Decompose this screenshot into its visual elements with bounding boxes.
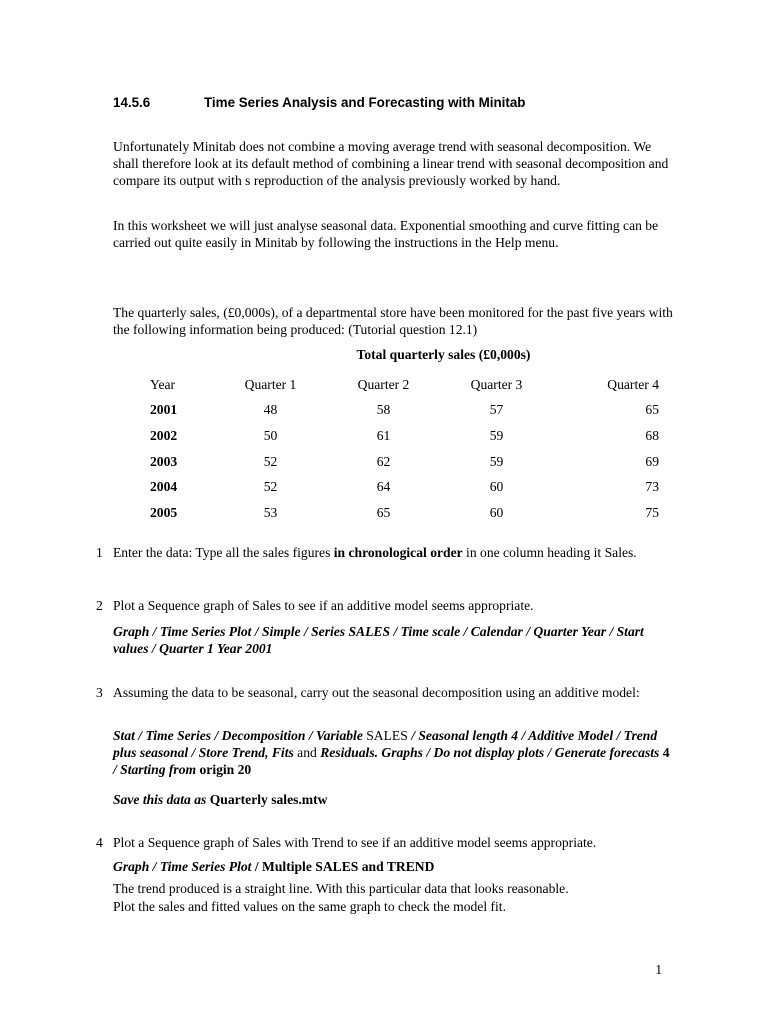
table-caption: Total quarterly sales (£0,000s)	[356, 347, 531, 362]
table-caption-row	[113, 346, 673, 372]
year-cell: 2005	[150, 504, 178, 520]
menu-path-2	[113, 727, 673, 778]
menu-path-1: Graph / Time Series Plot / Simple / Series SALES / Time scale / Calendar / Quarter Year / Start values / Quarter 1 Year 2001	[113, 624, 644, 656]
step-4	[96, 834, 666, 851]
value-cell: 75	[645, 504, 659, 520]
section-number: 14.5.6	[113, 95, 151, 110]
table-row	[113, 500, 673, 526]
value-cell: 60	[489, 479, 504, 495]
value-cell: 69	[645, 453, 659, 469]
value-cell: 62	[376, 453, 391, 469]
value-cell: 59	[489, 453, 504, 469]
table-row	[113, 423, 673, 449]
step-4-note-1: The trend produced is a straight line. With this particular data that looks reasonable.	[113, 881, 569, 896]
menu-path-part: / Multiple SALES and TREND	[251, 859, 435, 874]
intro-paragraph-1: Unfortunately Minitab does not combine a moving average trend with seasonal decomposition. We shall therefore look at its default method of combining a linear trend with seasonal decomposition and compare its output with s reproduction of the analysis previously worked by hand.	[113, 139, 669, 188]
header-quarter-3: Quarter 3	[470, 376, 523, 392]
header-quarter-4: Quarter 4	[607, 376, 659, 392]
year-cell: 2004	[150, 479, 178, 495]
page-number: 1	[655, 962, 662, 977]
step-text: Plot a Sequence graph of Sales with Trend to see if an additive model seems appropriate.	[113, 835, 597, 850]
year-cell: 2002	[150, 428, 178, 444]
step-3	[96, 684, 666, 701]
step-number: 3	[96, 685, 103, 700]
menu-path-part: origin 20	[199, 762, 252, 777]
sales-table	[113, 346, 673, 525]
intro-paragraph-3: The quarterly sales, (£0,000s), of a departmental store have been monitored for the past five years with the following information being produced: (Tutorial question 12.1)	[113, 305, 673, 337]
value-cell: 48	[263, 402, 278, 418]
step-1	[96, 544, 666, 561]
step-text: Assuming the data to be seasonal, carry out the seasonal decomposition using an additive model:	[113, 685, 640, 700]
menu-path-part: / Seasonal length 4 / Additive Model / Trend plus seasonal / Store Trend, Fits	[113, 728, 658, 760]
value-cell: 73	[645, 479, 659, 495]
table-header-row	[113, 372, 673, 398]
step-text-part: Enter the data: Type all the sales figures	[113, 545, 334, 560]
table-row	[113, 448, 673, 474]
value-cell: 65	[376, 504, 391, 520]
value-cell: 57	[489, 402, 504, 418]
step-text-emphasis: in chronological order	[333, 545, 463, 560]
variable-name: SALES	[366, 728, 408, 743]
header-quarter-1: Quarter 1	[244, 376, 297, 392]
step-number: 1	[96, 545, 103, 560]
value-cell: 52	[263, 479, 278, 495]
section-heading	[113, 94, 673, 111]
value-cell: 60	[489, 504, 504, 520]
header-quarter-2: Quarter 2	[357, 376, 410, 392]
step-4-note-2: Plot the sales and fitted values on the same graph to check the model fit.	[113, 899, 506, 914]
value-cell: 64	[376, 479, 391, 495]
year-cell: 2001	[150, 402, 178, 418]
menu-path-part: 4	[662, 745, 670, 760]
save-label: Save this data as	[113, 792, 210, 807]
value-cell: 68	[645, 428, 659, 444]
step-text	[113, 544, 666, 561]
menu-path-part: Residuals	[320, 745, 375, 760]
menu-path-3	[113, 858, 673, 875]
table-row	[113, 397, 673, 423]
file-name: Quarterly sales.mtw	[209, 792, 328, 807]
value-cell: 53	[263, 504, 278, 520]
menu-path-part: Graph / Time Series Plot	[113, 859, 252, 874]
value-cell: 61	[376, 428, 391, 444]
year-cell: 2003	[150, 453, 178, 469]
intro-paragraph-2: In this worksheet we will just analyse seasonal data. Exponential smoothing and curve fitting can be carried out quite easily in Minitab by following the instructions in the Help menu.	[113, 218, 659, 250]
table-row	[113, 474, 673, 500]
value-cell: 59	[489, 428, 504, 444]
step-text-part: in one column heading it Sales.	[462, 545, 637, 560]
header-year: Year	[150, 376, 176, 392]
value-cell: 65	[645, 402, 659, 418]
section-title: Time Series Analysis and Forecasting with Minitab	[204, 95, 526, 110]
step-text: Plot a Sequence graph of Sales to see if an additive model seems appropriate.	[113, 598, 534, 613]
menu-path-part: and	[293, 745, 321, 760]
step-2	[96, 597, 666, 614]
menu-path-part: . Graphs / Do not display plots / Generate forecasts	[374, 745, 663, 760]
value-cell: 58	[376, 402, 391, 418]
value-cell: 52	[263, 453, 278, 469]
step-number: 2	[96, 598, 103, 613]
value-cell: 50	[263, 428, 278, 444]
menu-path-part: / Starting from	[113, 762, 200, 777]
menu-path-part: Stat / Time Series / Decomposition / Variable	[113, 728, 367, 743]
step-number: 4	[96, 835, 103, 850]
save-instruction	[113, 791, 673, 808]
